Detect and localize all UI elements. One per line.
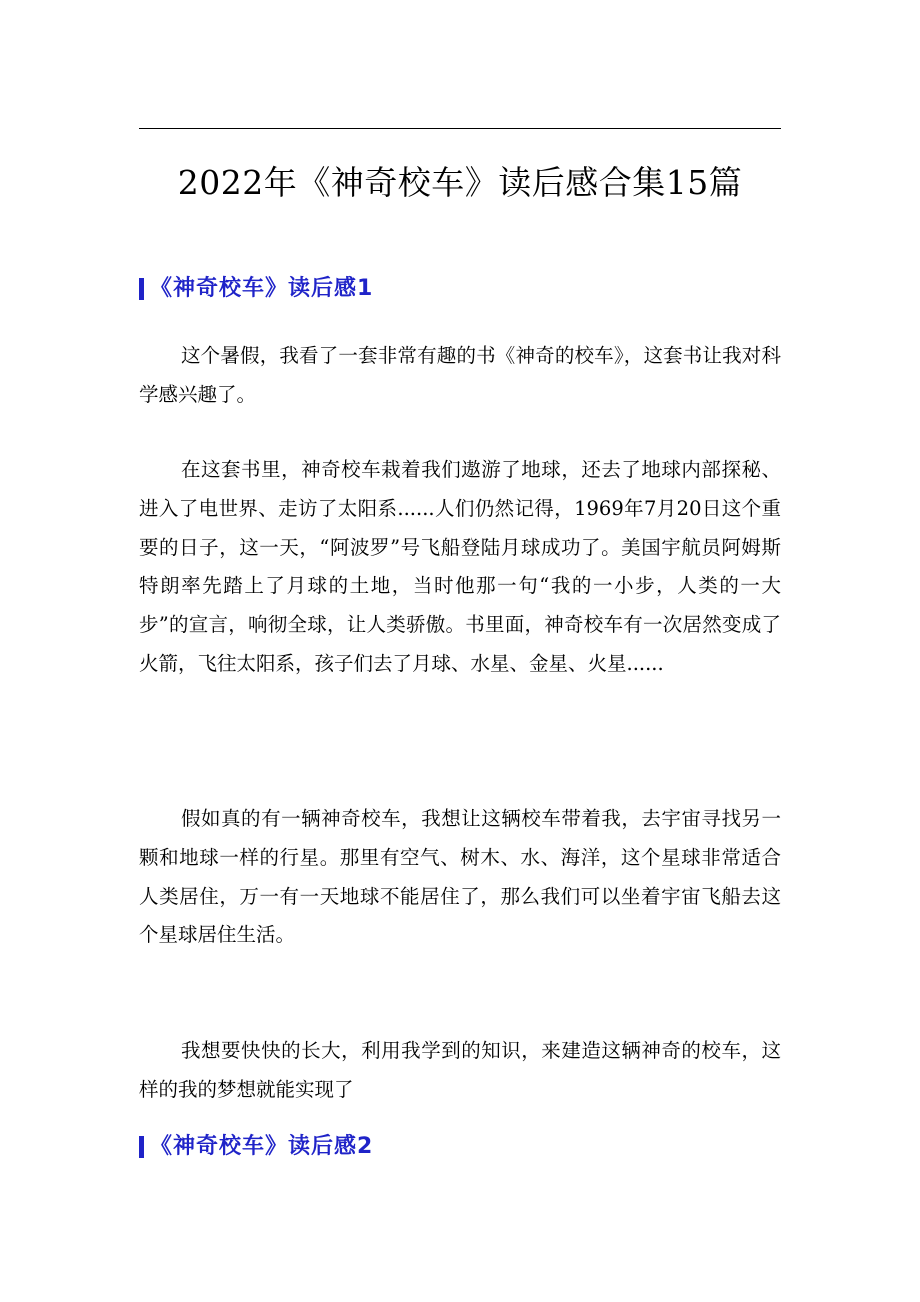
paragraph-1-4: 我想要快快的长大，利用我学到的知识，来建造这辆神奇的校车，这样的我的梦想就能实现了 <box>139 1039 781 1101</box>
section-heading-2 <box>139 1132 799 1162</box>
paragraph-1-1: 这个暑假，我看了一套非常有趣的书《神奇的校车》，这套书让我对科学感兴趣了。 <box>139 344 781 406</box>
heading-marker-bar <box>139 1136 144 1158</box>
section-heading-text: 《神奇校车》读后感1 <box>150 276 374 301</box>
heading-marker-bar <box>139 278 144 300</box>
header-rule <box>139 128 781 129</box>
paragraph-1-3: 假如真的有一辆神奇校车，我想让这辆校车带着我，去宇宙寻找另一颗和地球一样的行星。那里有空气、树木、水、海洋，这个星球非常适合人类居住，万一有一天地球不能居住了，那么我们可以坐着宇宙飞船去这个星球居住生活。 <box>139 807 781 947</box>
document-title: 2022年《神奇校车》读后感合集15篇 <box>177 163 743 202</box>
section-heading-1 <box>139 274 799 304</box>
section-heading-text: 《神奇校车》读后感2 <box>150 1134 374 1159</box>
paragraph-1-2: 在这套书里，神奇校车栽着我们遨游了地球，还去了地球内部探秘、进入了电世界、走访了太阳系......人们仍然记得，1969年7月20日这个重要的日子，这一天，“阿波罗”号飞船登陆月球成功了。美国宇航员阿姆斯特朗率先踏上了月球的土地，当时他那一句“我的一小步，人类的一大步”的宣言，响彻全球，让人类骄傲。书里面，神奇校车有一次居然变成了火箭，飞往太阳系，孩子们去了月球、水星、金星、火星...... <box>139 458 781 675</box>
